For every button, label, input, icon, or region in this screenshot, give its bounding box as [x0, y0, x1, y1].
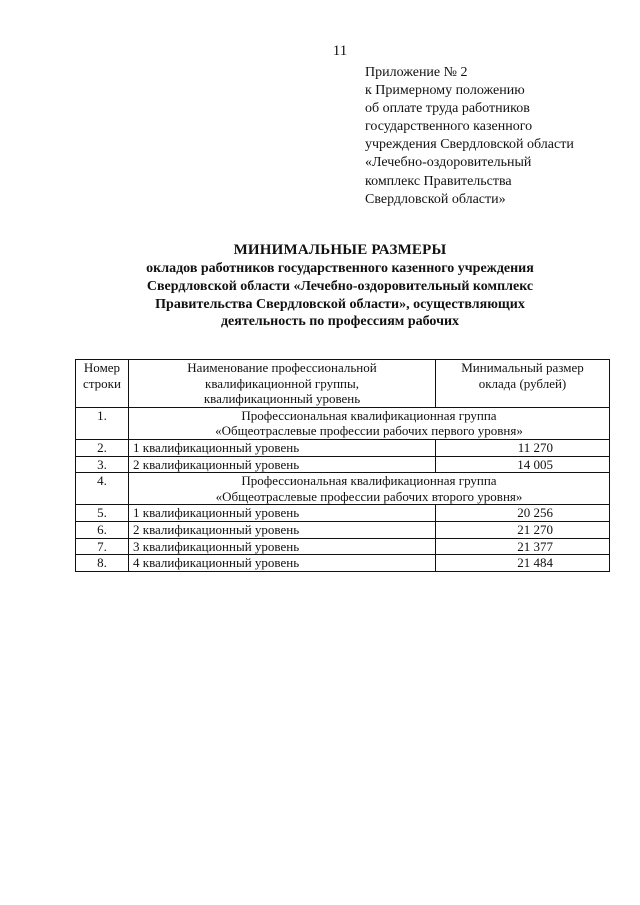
header-name-line: квалификационный уровень: [203, 391, 361, 407]
page-number: 11: [332, 43, 348, 59]
header-number: [76, 360, 129, 408]
header-name-line: квалификационной группы,: [205, 375, 359, 391]
row-name: 3 квалификационный уровень: [129, 538, 436, 555]
appendix-line: учреждения Свердловской области: [365, 137, 574, 153]
group-title-line: «Общеотраслевые профессии рабочих первого уровня»: [215, 423, 523, 439]
header-number-line: строки: [83, 375, 121, 391]
row-number: 5.: [76, 505, 129, 522]
title-line: Свердловской области «Лечебно-оздоровительный комплекс: [146, 278, 534, 294]
appendix-line: комплекс Правительства: [365, 173, 512, 189]
row-number: 3.: [76, 456, 129, 473]
group-title: [129, 407, 610, 439]
header-amount-line: Минимальный размер: [461, 360, 584, 375]
row-name: 1 квалификационный уровень: [129, 505, 436, 522]
row-name: 1 квалификационный уровень: [129, 439, 436, 456]
title-line: Правительства Свердловской области», осуществляющих: [155, 296, 525, 312]
row-number: 6.: [76, 521, 129, 538]
appendix-header: [365, 64, 625, 209]
group-title-line: Профессиональная квалификационная группа: [241, 407, 497, 423]
table-row: [76, 555, 610, 572]
row-number: 4.: [76, 473, 129, 505]
appendix-line: «Лечебно-оздоровительный: [365, 155, 532, 171]
header-name-line: Наименование профессиональной: [187, 360, 377, 375]
appendix-line: государственного казенного: [365, 119, 533, 135]
row-number: 7.: [76, 538, 129, 555]
row-number: 2.: [76, 439, 129, 456]
table-row: [76, 439, 610, 456]
row-name: 2 квалификационный уровень: [129, 456, 436, 473]
row-amount: 20 256: [436, 505, 610, 522]
group-title-line: «Общеотраслевые профессии рабочих второго уровня»: [215, 488, 523, 504]
row-amount: 21 377: [436, 538, 610, 555]
row-number: 8.: [76, 555, 129, 572]
header-amount: [436, 360, 610, 408]
table-row-group: [76, 407, 610, 439]
row-name: 4 квалификационный уровень: [129, 555, 436, 572]
header-amount-line: оклада (рублей): [478, 375, 567, 391]
row-amount: 14 005: [436, 456, 610, 473]
table-row: [76, 456, 610, 473]
appendix-line: Свердловской области»: [365, 191, 506, 207]
table-row: [76, 505, 610, 522]
header-number-line: Номер: [83, 360, 121, 375]
table-header-row: [76, 360, 610, 408]
appendix-line: Приложение № 2: [365, 65, 468, 80]
document-title: [60, 241, 620, 331]
table-row-group: [76, 473, 610, 505]
title-line: окладов работников государственного казенного учреждения: [146, 261, 534, 276]
title-main: МИНИМАЛЬНЫЕ РАЗМЕРЫ: [233, 242, 447, 258]
group-title: [129, 473, 610, 505]
row-name: 2 квалификационный уровень: [129, 521, 436, 538]
title-line: деятельность по профессиям рабочих: [220, 314, 460, 330]
group-title-line: Профессиональная квалификационная группа: [241, 473, 497, 489]
row-number: 1.: [76, 407, 129, 439]
appendix-line: к Примерному положению: [365, 83, 525, 99]
row-amount: 21 270: [436, 521, 610, 538]
table-row: [76, 538, 610, 555]
salary-table: [75, 359, 610, 572]
row-amount: 11 270: [436, 439, 610, 456]
header-name: [129, 360, 436, 408]
appendix-line: об оплате труда работников: [365, 101, 530, 117]
table-row: [76, 521, 610, 538]
row-amount: 21 484: [436, 555, 610, 572]
